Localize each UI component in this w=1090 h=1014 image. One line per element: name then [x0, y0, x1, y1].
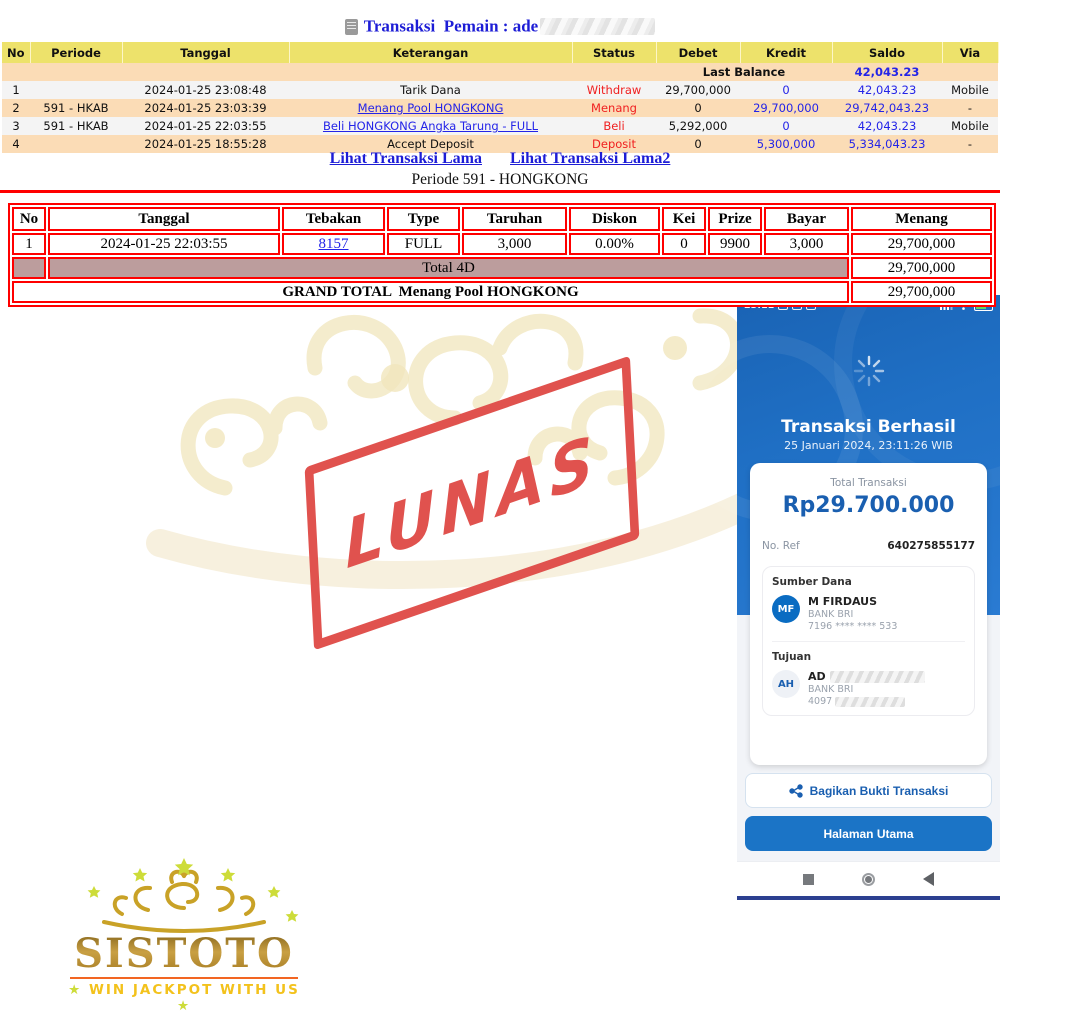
cell-debet: 29,700,000 [656, 81, 740, 99]
cell-type: FULL [387, 233, 460, 255]
transactions-table [2, 42, 999, 153]
column-header-via: Via [942, 42, 998, 63]
transaction-datetime: 25 Januari 2024, 23:11:26 WIB [784, 439, 953, 452]
cell-menang: 29,700,000 [851, 233, 992, 255]
cell-via: Mobile [942, 117, 998, 135]
total-transaksi-amount: Rp29.700.000 [782, 493, 955, 518]
grand-total-value: 29,700,000 [851, 281, 992, 303]
cell-kredit: 0 [740, 117, 832, 135]
destination-name-text: AD [808, 670, 826, 683]
column-header-no: No [12, 207, 46, 231]
menang-pool-link[interactable]: Menang Pool HONGKONG [357, 101, 504, 115]
column-header-kredit: Kredit [740, 42, 832, 63]
tebakan-link[interactable]: 8157 [318, 235, 349, 252]
column-header-menang: Menang [851, 207, 992, 231]
recent-apps-icon[interactable] [803, 874, 814, 885]
cell-debet: 0 [656, 135, 740, 153]
source-details [808, 595, 897, 632]
logo-tagline [58, 982, 310, 1014]
spacer-cell [942, 63, 998, 81]
column-header-status: Status [572, 42, 656, 63]
destination-avatar: AH [772, 670, 800, 698]
column-header-diskon: Diskon [569, 207, 660, 231]
redacted-destination-name [830, 671, 925, 683]
cell-no: 2 [2, 99, 30, 117]
cell-via: Mobile [942, 81, 998, 99]
destination-details [808, 670, 925, 707]
source-name: M FIRDAUS [808, 595, 878, 608]
cell-no: 1 [2, 81, 30, 99]
total-4d-row [12, 257, 992, 279]
cell-no: 1 [12, 233, 46, 255]
red-divider [0, 190, 1000, 193]
column-header-keterangan: Keterangan [289, 42, 572, 63]
column-header-type: Type [387, 207, 460, 231]
tagline-text: WIN JACKPOT WITH US [88, 982, 300, 998]
cell-debet: 0 [656, 99, 740, 117]
history-links [0, 150, 1000, 168]
redacted-player-name [540, 18, 655, 35]
cell-via: - [942, 135, 998, 153]
destination-bank: BANK BRI [808, 684, 854, 695]
cell-bayar: 3,000 [764, 233, 849, 255]
column-header-saldo: Saldo [832, 42, 942, 63]
column-header-no: No [2, 42, 30, 63]
cell-prize: 9900 [708, 233, 762, 255]
cell-saldo: 42,043.23 [832, 117, 942, 135]
android-nav-bar [737, 861, 1000, 896]
star-icon: ★ [68, 982, 83, 998]
cell-keterangan [289, 99, 572, 117]
page-title-row [0, 16, 1000, 37]
share-button-label: Bagikan Bukti Transaksi [809, 783, 949, 798]
cell-tanggal: 2024-01-25 22:03:55 [122, 117, 289, 135]
destination-name [808, 670, 925, 683]
cell-kredit: 0 [740, 81, 832, 99]
column-header-kei: Kei [662, 207, 706, 231]
column-header-tanggal: Tanggal [122, 42, 289, 63]
source-account-number: 7196 **** **** 533 [808, 621, 898, 632]
total-4d-label: Total 4D [48, 257, 849, 279]
ref-value: 640275855177 [887, 540, 975, 552]
total-transaksi-label: Total Transaksi [830, 477, 907, 489]
lunas-stamp-text: LUNAS [343, 420, 601, 586]
lihat-transaksi-lama2-link[interactable]: Lihat Transaksi Lama2 [510, 150, 671, 167]
column-header-prize: Prize [708, 207, 762, 231]
share-icon [789, 784, 803, 798]
destination-section-label: Tujuan [772, 651, 812, 663]
last-balance-label: Last Balance [656, 63, 832, 81]
home-button-label: Halaman Utama [823, 826, 914, 841]
cell-periode [30, 81, 122, 99]
cell-kei: 0 [662, 233, 706, 255]
cell-status: Beli [572, 117, 656, 135]
cell-saldo: 5,334,043.23 [832, 135, 942, 153]
cell-status: Deposit [572, 135, 656, 153]
back-icon[interactable] [923, 872, 934, 886]
column-header-tanggal: Tanggal [48, 207, 280, 231]
detail-row [12, 233, 992, 255]
source-avatar: MF [772, 595, 800, 623]
cell-via: - [942, 99, 998, 117]
cell-taruhan: 3,000 [462, 233, 567, 255]
cell-no: 3 [2, 117, 30, 135]
cell-status: Menang [572, 99, 656, 117]
home-nav-icon[interactable] [862, 873, 875, 886]
table-row [2, 99, 998, 117]
ref-label: No. Ref [762, 540, 800, 552]
periode-heading: Periode 591 - HONGKONG [411, 171, 589, 188]
cell-tanggal: 2024-01-25 23:08:48 [122, 81, 289, 99]
cell-status: Withdraw [572, 81, 656, 99]
total-4d-value: 29,700,000 [851, 257, 992, 279]
grand-total-row [12, 281, 992, 303]
cell-keterangan [289, 117, 572, 135]
source-bank: BANK BRI [808, 609, 854, 620]
accounts-card [762, 566, 975, 716]
destination-account-row [772, 670, 965, 707]
detail-header-row [12, 207, 992, 231]
column-header-tebakan: Tebakan [282, 207, 385, 231]
table-header-row [2, 42, 998, 63]
cell-tanggal: 2024-01-25 23:03:39 [122, 99, 289, 117]
home-button[interactable] [745, 816, 992, 851]
cell-periode: 591 - HKAB [30, 117, 122, 135]
cell-tanggal: 2024-01-25 18:55:28 [122, 135, 289, 153]
cell-saldo: 42,043.23 [832, 81, 942, 99]
cell-saldo: 29,742,043.23 [832, 99, 942, 117]
beli-hongkong-link[interactable]: Beli HONGKONG Angka Tarung - FULL [322, 119, 539, 133]
page-title: Transaksi Pemain : ade [363, 16, 539, 36]
logo-underline [70, 977, 298, 979]
source-section-label: Sumber Dana [772, 576, 852, 588]
last-balance-value: 42,043.23 [832, 63, 942, 81]
total-stub-cell [12, 257, 46, 279]
sistoto-logo [58, 856, 310, 1014]
sistoto-wordmark: SISTOTO [58, 934, 310, 974]
cell-tanggal: 2024-01-25 22:03:55 [48, 233, 280, 255]
cell-keterangan: Tarik Dana [289, 81, 572, 99]
column-header-taruhan: Taruhan [462, 207, 567, 231]
destination-account-text: 4097 [808, 696, 833, 707]
crown-icon [64, 856, 304, 934]
redacted-account-number [835, 697, 905, 707]
cell-periode: 591 - HKAB [30, 99, 122, 117]
destination-account-number [808, 696, 925, 707]
grand-total-label: GRAND TOTAL Menang Pool HONGKONG [12, 281, 849, 303]
cell-kredit: 5,300,000 [740, 135, 832, 153]
share-receipt-button[interactable] [745, 773, 992, 808]
reference-row [762, 540, 975, 552]
cell-tebakan [282, 233, 385, 255]
lihat-transaksi-lama-link[interactable]: Lihat Transaksi Lama [329, 150, 482, 167]
column-header-debet: Debet [656, 42, 740, 63]
cell-keterangan: Accept Deposit [289, 135, 572, 153]
cell-kredit: 29,700,000 [740, 99, 832, 117]
receipt-card [750, 463, 987, 765]
cell-debet: 5,292,000 [656, 117, 740, 135]
source-account-row [772, 595, 965, 632]
phone-screenshot [737, 295, 1000, 900]
star-icon: ★ [176, 998, 192, 1014]
column-header-bayar: Bayar [764, 207, 849, 231]
cell-diskon: 0.00% [569, 233, 660, 255]
periode-detail-table [8, 203, 996, 307]
section-divider [772, 641, 965, 642]
spacer-cell [2, 63, 656, 81]
transaction-success-title: Transaksi Berhasil [781, 417, 956, 437]
table-row [2, 81, 998, 99]
loading-spinner-icon [853, 355, 885, 387]
table-row [2, 117, 998, 135]
column-header-periode: Periode [30, 42, 122, 63]
last-balance-row [2, 63, 998, 81]
receipt-icon [345, 19, 358, 35]
cell-no: 4 [2, 135, 30, 153]
